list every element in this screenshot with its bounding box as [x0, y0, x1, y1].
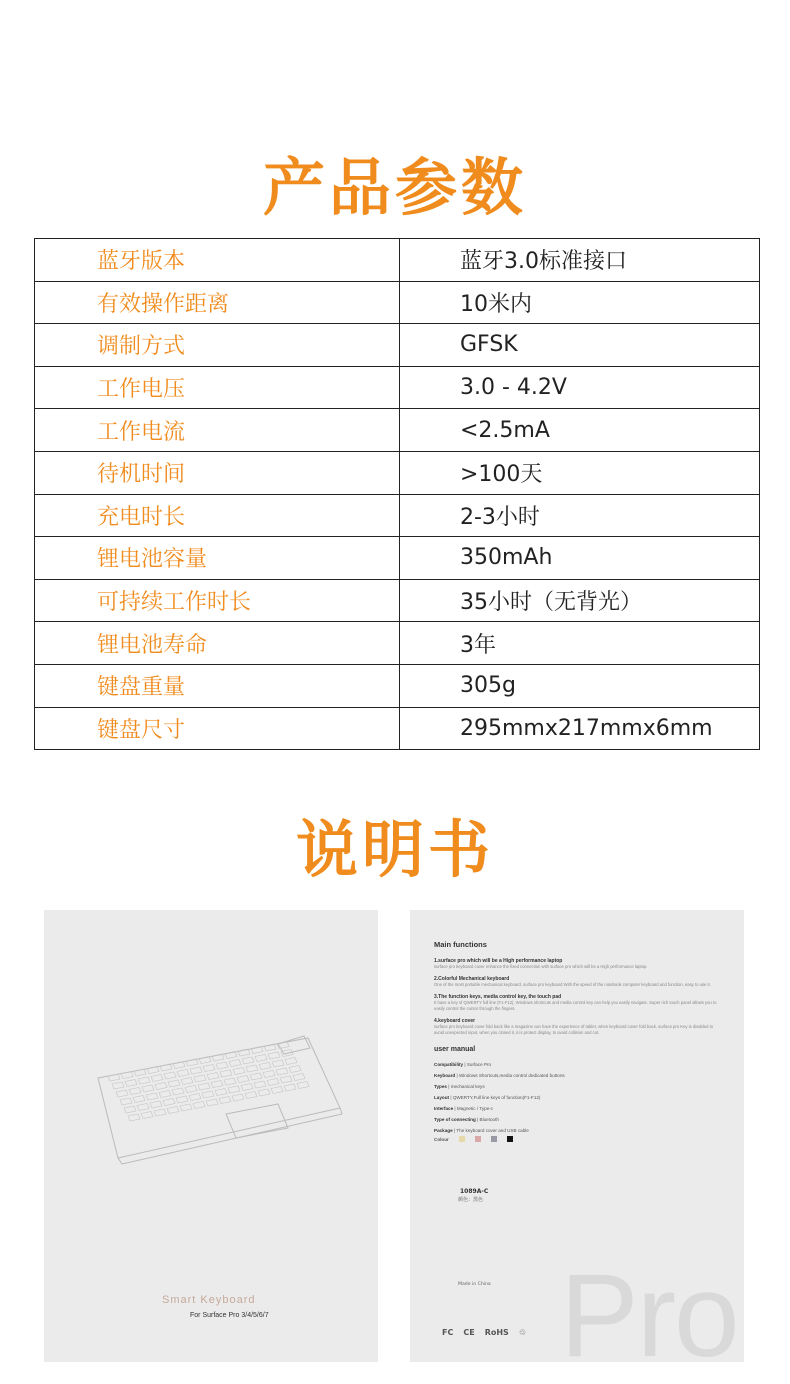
spec-row: [35, 366, 760, 409]
manual-row: [434, 1103, 724, 1114]
spec-key: 调制方式: [35, 324, 400, 367]
made-in-label: Made in China: [458, 1282, 491, 1287]
cert-marks: [442, 1328, 526, 1337]
key-outline: [177, 1070, 189, 1077]
key-outline: [264, 1044, 276, 1051]
key-outline: [242, 1057, 254, 1064]
key-outline: [293, 1074, 305, 1081]
key-outline: [128, 1114, 140, 1121]
spec-key: 可持续工作时长: [35, 579, 400, 622]
separator: |: [453, 1106, 457, 1111]
cert-mark: RoHS: [484, 1328, 509, 1337]
manual-row-label: Package: [434, 1128, 453, 1133]
section-body: surface pro keyboard cover fold back like a magazine can have the experience of tablet, when keyboard cover fold back, surface pro Key is disabled to avoid unexpected input, when you closed it, it is protect display, to avoid collision and cut.: [434, 1024, 714, 1035]
spec-value: 295mmx217mmx6mm: [400, 707, 760, 750]
manual-row: [434, 1125, 724, 1136]
key-outline: [229, 1060, 241, 1067]
spec-value: 2-3小时: [400, 494, 760, 537]
key-outline: [190, 1067, 202, 1074]
key-outline: [246, 1065, 258, 1072]
spec-key: 键盘尺寸: [35, 707, 400, 750]
manual-row: [434, 1114, 724, 1125]
key-outline: [150, 1101, 162, 1108]
manual-row-value: Magnetic / Type-c: [456, 1106, 494, 1111]
manual-row-label: Types: [434, 1084, 447, 1089]
key-outline: [207, 1073, 219, 1080]
spec-row: [35, 537, 760, 580]
key-outline: [241, 1084, 253, 1091]
key-outline: [284, 1084, 296, 1091]
manual-row-label: Compatibility: [434, 1062, 464, 1067]
spec-table: [34, 238, 760, 750]
key-outline: [189, 1094, 201, 1101]
key-outline: [137, 1104, 149, 1111]
key-outline: [212, 1054, 224, 1061]
cover-title: Smart Keyboard: [162, 1294, 256, 1306]
key-outline: [163, 1099, 175, 1106]
spec-row: [35, 494, 760, 537]
spec-row: [35, 664, 760, 707]
colour-swatches: [449, 1136, 513, 1143]
key-outline: [199, 1057, 211, 1064]
key-outline: [168, 1080, 180, 1087]
key-outline: [112, 1082, 124, 1089]
key-outline: [259, 1063, 271, 1070]
key-outline: [250, 1073, 262, 1080]
key-outline: [176, 1096, 188, 1103]
brand-watermark: Pro: [560, 1250, 738, 1382]
key-outline: [297, 1082, 309, 1089]
spec-key: 有效操作距离: [35, 281, 400, 324]
spec-key: 工作电压: [35, 366, 400, 409]
colour-swatch: [475, 1136, 481, 1142]
key-outline: [134, 1069, 146, 1076]
manual-row-value: Bluetooth: [479, 1117, 499, 1122]
key-outline: [237, 1076, 249, 1083]
user-manual-title: user manual: [434, 1046, 476, 1053]
model-number: 1089A-C: [460, 1188, 489, 1195]
key-outline: [225, 1052, 237, 1059]
colour-label: Colour: [434, 1137, 449, 1142]
manual-row: [434, 1070, 724, 1081]
function-sections: [434, 958, 724, 1036]
key-outline: [251, 1047, 263, 1054]
key-outline: [180, 1104, 192, 1111]
key-outline: [285, 1058, 297, 1065]
key-outline: [159, 1091, 171, 1098]
manual-row-value: Surface Pro: [466, 1062, 492, 1067]
keyboard-illustration: [78, 1018, 348, 1178]
manual-rows: [434, 1059, 724, 1136]
key-outline: [220, 1070, 232, 1077]
key-outline: [271, 1087, 283, 1094]
key-outline: [172, 1088, 184, 1095]
key-outline: [186, 1059, 198, 1066]
spec-key: 蓝牙版本: [35, 239, 400, 282]
cert-mark: CE: [463, 1328, 475, 1337]
colour-swatch: [507, 1136, 513, 1142]
colour-swatch: [491, 1136, 497, 1142]
manual-row-label: Interface: [434, 1106, 454, 1111]
key-outline: [151, 1075, 163, 1082]
manual-row-value: Windows Shortcuts,media control dedicated buttons: [458, 1073, 565, 1078]
key-outline: [116, 1090, 128, 1097]
manual-title: 说明书: [295, 813, 494, 886]
key-outline: [206, 1099, 218, 1106]
manual-row-label: Type of connecting: [434, 1117, 476, 1122]
key-outline: [258, 1089, 270, 1096]
cover-subtitle: For Surface Pro 3/4/5/6/7: [190, 1312, 269, 1319]
spec-value: 3.0 - 4.2V: [400, 366, 760, 409]
manual-row-value: QWERTY,Full line keys of function(F1-F12): [452, 1095, 541, 1100]
key-outline: [146, 1093, 158, 1100]
key-outline: [263, 1071, 275, 1078]
spec-row: [35, 324, 760, 367]
key-outline: [272, 1060, 284, 1067]
spec-key: 工作电流: [35, 409, 400, 452]
key-outline: [211, 1081, 223, 1088]
key-outline: [141, 1112, 153, 1119]
section-body: surface pro keyboard cover enhance the fixed connection with surface pro which will be a High performance laptop.: [434, 964, 648, 969]
manual-row-value: mechanical keys: [450, 1084, 485, 1089]
key-outline: [215, 1089, 227, 1096]
manual-row: [434, 1092, 724, 1103]
spec-value: >100天: [400, 451, 760, 494]
spec-value: 3年: [400, 622, 760, 665]
key-outline: [228, 1086, 240, 1093]
key-outline: [219, 1097, 231, 1104]
key-outline: [202, 1091, 214, 1098]
spec-row: [35, 707, 760, 750]
key-outline: [289, 1066, 301, 1073]
key-outline: [198, 1083, 210, 1090]
spec-value: <2.5mA: [400, 409, 760, 452]
key-outline: [233, 1068, 245, 1075]
spec-row: [35, 579, 760, 622]
section-body: It have a key of QWERTY full line (F1-F12), Windows shortcuts and media control key can help you easily navigate. Super rich touch panel allows you to easily control the cursor through the fingers.: [434, 1000, 717, 1011]
key-outline: [125, 1080, 137, 1087]
spec-row: [35, 281, 760, 324]
manual-inner-page: [410, 910, 744, 1382]
params-title: 产品参数: [262, 151, 527, 224]
spec-row: [35, 451, 760, 494]
key-outline: [147, 1067, 159, 1074]
cert-mark: FC: [442, 1328, 454, 1337]
key-outline: [224, 1078, 236, 1085]
separator: |: [449, 1095, 453, 1100]
key-outline: [142, 1085, 154, 1092]
manual-row: [434, 1059, 724, 1070]
key-outline: [173, 1062, 185, 1069]
separator: |: [463, 1062, 467, 1067]
key-outline: [238, 1049, 250, 1056]
key-outline: [120, 1098, 132, 1105]
key-outline: [203, 1065, 215, 1072]
key-outline: [121, 1072, 133, 1079]
separator: |: [452, 1128, 457, 1133]
colour-row: [434, 1136, 724, 1143]
section-heading: 4.keyboard cover: [434, 1018, 476, 1024]
key-outline: [276, 1068, 288, 1075]
section-heading: 2.Colorful Mechanical keyboard: [434, 976, 510, 982]
spec-row: [35, 622, 760, 665]
separator: |: [455, 1073, 459, 1078]
section-heading: 3.The function keys, media control key, the touch pad: [434, 994, 562, 1000]
spec-row: [35, 239, 760, 282]
spec-value: 蓝牙3.0标准接口: [400, 239, 760, 282]
key-outline: [280, 1076, 292, 1083]
key-outline: [268, 1052, 280, 1059]
key-outline: [160, 1064, 172, 1071]
manual-row-label: Layout: [434, 1095, 450, 1100]
key-outline: [154, 1109, 166, 1116]
spec-key: 键盘重量: [35, 664, 400, 707]
key-outline: [254, 1081, 266, 1088]
key-outline: [129, 1088, 141, 1095]
separator: |: [446, 1084, 451, 1089]
key-outline: [194, 1075, 206, 1082]
key-outline: [108, 1074, 120, 1081]
manual-cover-page: [44, 910, 378, 1362]
key-outline: [216, 1062, 228, 1069]
spec-key: 充电时长: [35, 494, 400, 537]
spec-key: 锂电池寿命: [35, 622, 400, 665]
key-outline: [133, 1096, 145, 1103]
key-outline: [267, 1079, 279, 1086]
spec-value: 305g: [400, 664, 760, 707]
key-outline: [232, 1094, 244, 1101]
key-outline: [167, 1107, 179, 1114]
key-outline: [255, 1055, 267, 1062]
key-outline: [164, 1072, 176, 1079]
key-outline: [245, 1092, 257, 1099]
main-functions-title: Main functions: [434, 940, 487, 949]
section-heading: 1.surface pro which will be a High performance laptop: [434, 958, 563, 964]
manual-row-value: The keyboard cover and USB cable: [456, 1128, 529, 1133]
spec-key: 待机时间: [35, 451, 400, 494]
model-colour: 颜色：黑色: [458, 1197, 484, 1203]
key-outline: [155, 1083, 167, 1090]
spec-row: [35, 409, 760, 452]
cert-mark: ♲: [518, 1328, 526, 1337]
key-outline: [185, 1086, 197, 1093]
manual-row: [434, 1081, 724, 1092]
key-outline: [193, 1102, 205, 1109]
spec-value: GFSK: [400, 324, 760, 367]
key-outline: [138, 1077, 150, 1084]
key-outline: [124, 1106, 136, 1113]
key-outline: [181, 1078, 193, 1085]
section-body: One of the most portable mechanical keyboard, surface pro keyboard With the speed of the notebook computer keyboard and function, easy to use it.: [434, 982, 711, 987]
separator: |: [475, 1117, 480, 1122]
spec-value: 10米内: [400, 281, 760, 324]
spec-key: 锂电池容量: [35, 537, 400, 580]
spec-value: 350mAh: [400, 537, 760, 580]
spec-value: 35小时（无背光）: [400, 579, 760, 622]
colour-swatch: [459, 1136, 465, 1142]
manual-row-label: Keyboard: [434, 1073, 456, 1078]
